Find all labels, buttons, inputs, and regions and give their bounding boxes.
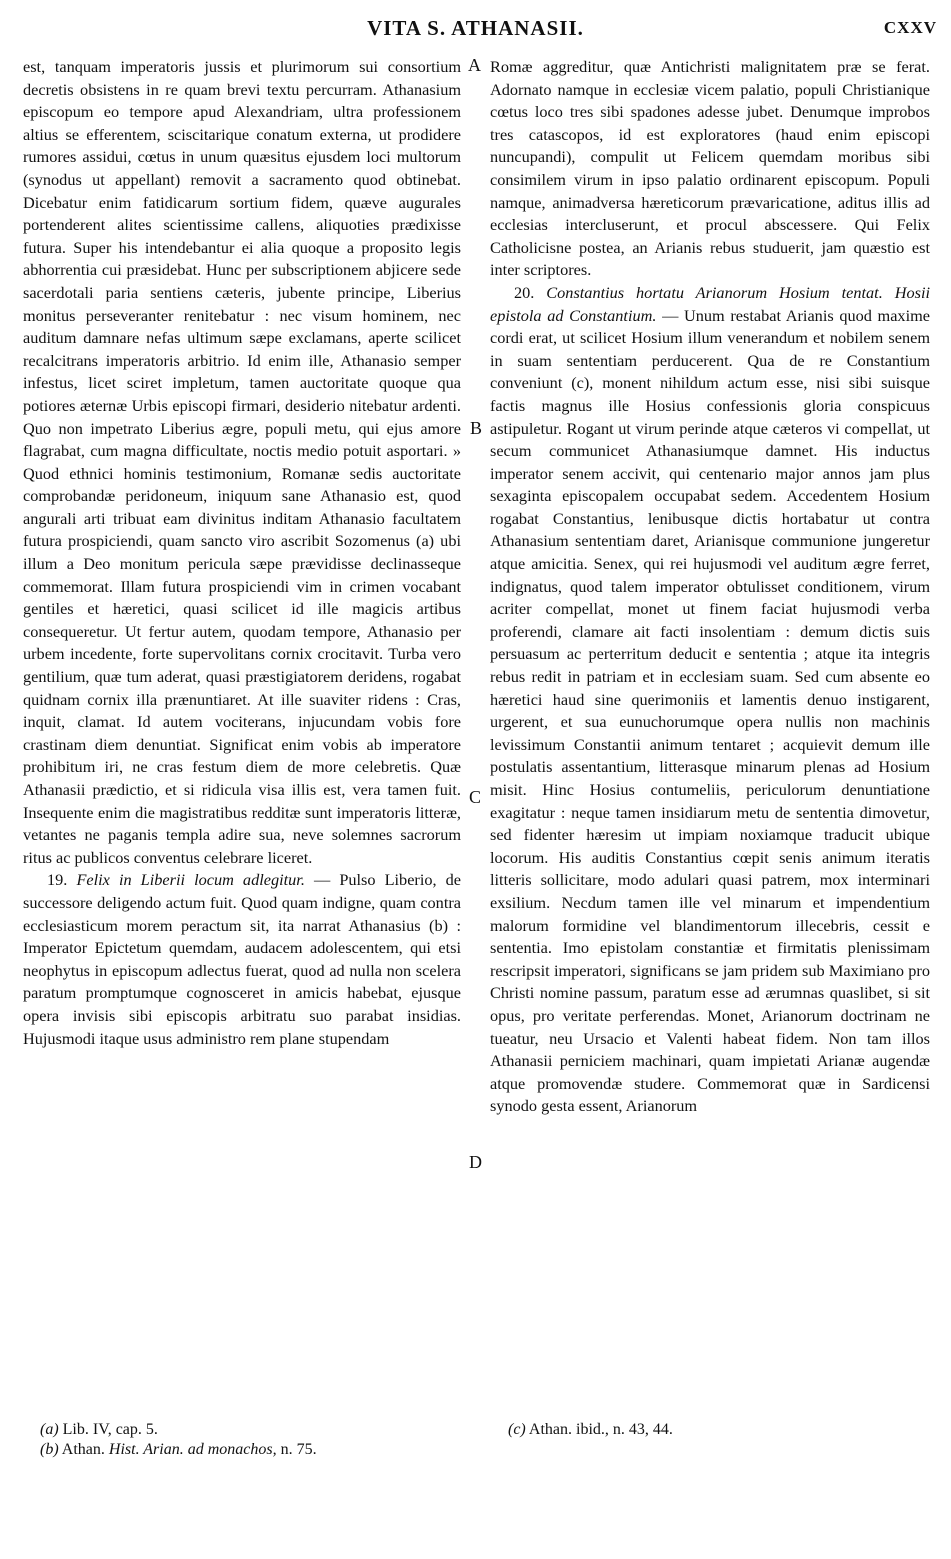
margin-marker-a: A bbox=[468, 55, 481, 75]
footnote-italic-text: Hist. Arian. ad monachos, bbox=[108, 1441, 277, 1458]
footnote-b bbox=[40, 1440, 470, 1460]
footnote-text: n. 75. bbox=[280, 1441, 317, 1458]
page-number: CXXV bbox=[883, 18, 937, 37]
margin-marker-d: D bbox=[469, 1152, 482, 1172]
footnote-text: Athan. ibid., n. 43, 44. bbox=[528, 1421, 673, 1438]
page-header bbox=[0, 16, 951, 46]
margin-marker-c: C bbox=[469, 787, 482, 807]
section-text: — Pulso Liberio, de successore deligendo actum fuit. Quod quam indigne, quam contra ecclesiasticum morem peractum sit, ita narrat Athanasius (b) : Imperator Epictetum quemdam, audacem adolescentem, qui etsi neophytus in episcopum adlectus fuerat, quod ad nulla non scelera paratum promptumque cognosceret in amicis habebat, ejusque opera invisis sibi episcopis arbitratu suo parabat insidias. Hujusmodi itaque usus administro rem plane stupendam bbox=[23, 870, 462, 1048]
footnote-text: Lib. IV, cap. 5. bbox=[62, 1421, 158, 1438]
footnotes-right bbox=[508, 1420, 928, 1440]
running-title: VITA S. ATHANASII. bbox=[367, 16, 584, 40]
footnote-marker: (b) bbox=[40, 1441, 59, 1458]
footnote-a bbox=[40, 1420, 470, 1440]
section-text: — Unum restabat Arianis quod maxime cordi erat, ut scilicet Hosium illum venerandum et nobilem senem in suam sententiam perducerent. Qua de re Constantium conveniunt (c), monent nihildum actum esse, nisi sibi suisque factis magnus ille Hosius confessionis gloria conspicuus astipuletur. Rogant ut virum perinde atque cæteros vi compellat, ut secum communicet Athanasiumque damnet. His inductus imperator senem accivit, qui centenario major annos jam plus sexaginta episcopalem occupabat sedem. Accedentem Hosium rogabat Constantius, lenibusque dictis hortabatur ut contra Athanasium sententiam daret, Arianisque communione jungeretur atque amicitia. Senex, qui rei hujusmodi vel auditum ægre ferret, indignatus, quod talem imperator obtulisset conditionem, virum acriter compellat, monet ut finem faciat hujusmodi verba proferendi, clamare ait facti insolentiam : demum dictis suis persuasum ac perterritum deducit e sententia ; atque ita integris rebus redit in patriam et in ecclesiam suam. Sed cum absente eo hæretici haud sine querimoniis et lamentis denuo instigarent, urgerent, et sua eunuchorumque opera nullis non machinis levissimum Constantii animum tentaret ; acquievit demum ille postulatis assentantium, litterasque minarum plenas ad Hosium misit. Hinc Hosius contumeliis, periculorum denuntiatione exagitatur : neque tamen insidiarum metu de sententia dimovetur, sed fidenter hæresim ut impiam noxiamque traducit ubique locorum. His auditis Constantius cœpit senis animum iteratis litteris sollicitare, modo adulari quasi patrem, mox interminari exsilium. Necdum tamen ille vel minarum et impendentium malorum formidine vel blandimentorum illecebris, cessit e sententia. Imo epistolam constantiæ et firmitatis plenissimam rescripsit imperatori, significans se jam pridem sub Maximiano pro Christi nomine passum, paratum esse ad ærumnas quaslibet, si sit opus, pro veritate perferendas. Monet, Arianorum doctrinam ne tueatur, neu Ursacio et Valenti habeat fidem. Non tam illos Athanasii perniciem machinari, quam impietati Arianæ augendæ atque promovendæ studere. Commemorat quæ in Sardicensi synodo gesta essent, Arianorum bbox=[490, 305, 930, 1116]
left-paragraph-2 bbox=[23, 869, 461, 1050]
section-heading: Felix in Liberii locum adlegitur. bbox=[76, 870, 305, 890]
section-number: 19. bbox=[47, 870, 68, 890]
footnote-marker: (c) bbox=[508, 1421, 526, 1438]
left-column bbox=[23, 56, 461, 1050]
footnote-c bbox=[508, 1420, 928, 1440]
right-column bbox=[490, 56, 930, 1118]
left-paragraph-1: est, tanquam imperatoris jussis et plurimorum sui consortium decretis obsistens in re quam brevi textu percurram. Athanasium episcopum eo tempore apud Alexandriam, ultra professionem altius se efferentem, sciscitarique conatum externa, ut prodidere rumores assidui, cœtus in unum quæsitus ejusdem loci multorum (synodus ut appellant) removit a sacramento quod obtinebat. Dicebatur enim fatidicarum sortium fidem, quæve augurales portenderent alites scientissime callens, aliquoties prædixisse futura. Super his intendebantur ei alia quoque a proposito legis abhorrentia cui præsidebat. Hunc per subscriptionem abjicere sede sacerdotali paria sentiens cæteris, jubente principe, Liberius monitus perseveranter renitebatur : nec visum hominem, nec auditum damnare nefas ultimum sæpe exclamans, aperte scilicet recalcitrans imperatoris arbitrio. Id enim ille, Athanasio semper infestus, licet sciret impletum, tamen auctoritate quoque qua potiores æternæ Urbis episcopi firmari, desiderio nitebatur ardenti. Quo non impetrato Liberius ægre, populi metu, qui ejus amore flagrabat, cum magna difficultate, noctis medio potuit asportari. » Quod ethnici hominis testimonium, Romanæ sedis auctoritate comprobandæ peridoneum, iniquum sane Athanasio est, quod angurali arti tribuat eam divinitus inditam Athanasio facultatem futura prospiciendi, quam sancto viro ascribit Sozomenus (a) ubi illum a Deo monitum pericula sæpe prævidisse declinasseque commemorat. Illam futura prospiciendi vim in crimen vocabant gentiles et hæretici, quasi scilicet id ille magicis artibus consequeretur. Ut fertur autem, quodam tempore, Athanasio per urbem incedente, forte supervolitans cornix crocitavit. Turba vero gentilium, quæ tum aderat, quasi præstigiatorem deridens, rogabat quidnam cornix illa prænuntiaret. At ille suaviter ridens : Cras, inquit, clamat. Id autem vociterans, injucundam vobis fore crastinam diem denuntiat. Significat enim vobis ab imperatore prohibitum iri, ne cras festum diem de more celebretis. Quæ Athanasii prædictio, et si ridicula visa illis est, vera tamen fuit. Insequente enim die magistratibus redditæ sunt imperatoris litteræ, vetantes ne paganis templa adire sua, neve solemnes sacrorum ritus ac publicos conventus celebrare liceret. bbox=[23, 57, 461, 867]
section-heading: Constantius hortatu Arianorum Hosium tentat. Hosii epistola ad Constantium. bbox=[490, 282, 930, 325]
footnote-marker: (a) bbox=[40, 1421, 59, 1438]
margin-marker-b: B bbox=[470, 418, 483, 438]
section-number: 20. bbox=[514, 282, 535, 302]
footnotes-left bbox=[40, 1420, 470, 1460]
footnote-text: Athan. bbox=[61, 1441, 105, 1458]
right-paragraph-1: Romæ aggreditur, quæ Antichristi malignitatem præ se ferat. Adornato namque in ecclesiæ vicem palatio, populi Christianique cœtus loco tres sibi spadones adesse jubet. Denumque improbos tres catascopos, id est exploratores (haud enim episcopi nuncupandi), compulit ut Felicem quemdam moribus sibi consimilem virum in ipso palatio ordinarent episcopum. Populi namque, animadversa hæreticorum prævaricatione, aditus illis ad ecclesias intercluserunt, et procul abscessere. Qui Felix Catholicisne postea, an Arianis rebus studuerit, jam quæstio est inter scriptores. bbox=[490, 57, 930, 280]
right-paragraph-2 bbox=[490, 282, 930, 1118]
